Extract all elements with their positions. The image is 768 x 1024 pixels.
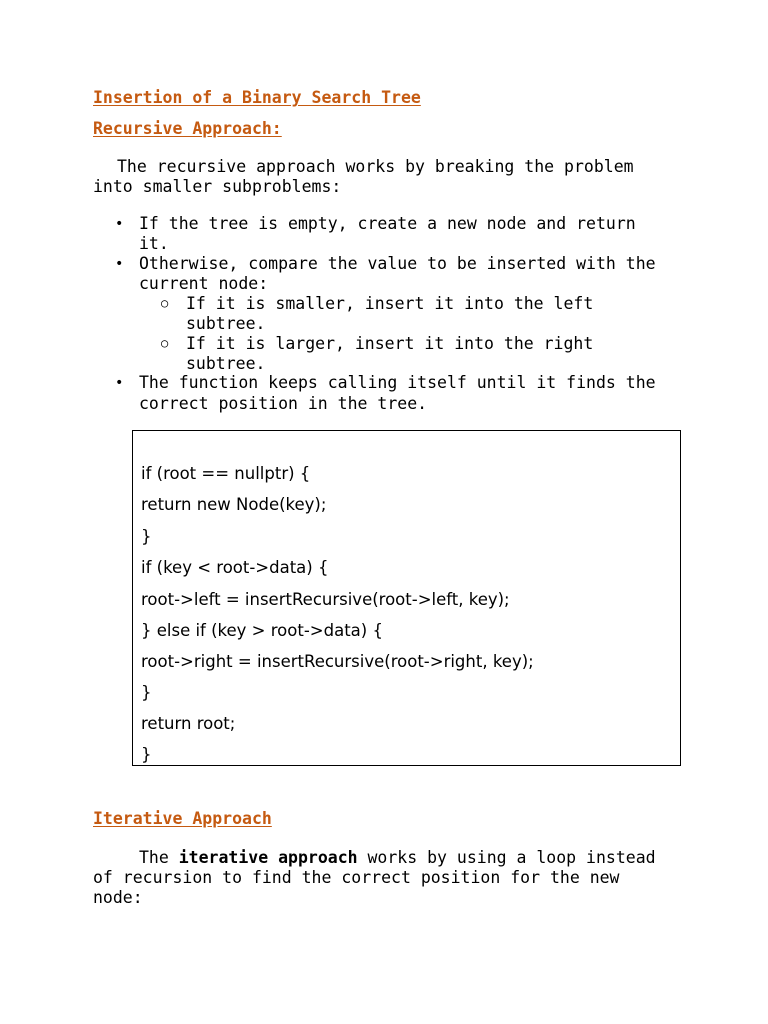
- iterative-intro-line-2: of recursion to find the correct position for the new: [93, 868, 620, 887]
- bullet-2-line-2: current node:: [139, 274, 269, 293]
- bullet-3-line-1: The function keeps calling itself until it finds the: [139, 373, 656, 392]
- sub-bullet-icon: ○: [161, 336, 169, 350]
- bullet-icon: •: [115, 256, 124, 272]
- code-line: }: [141, 527, 152, 546]
- code-line: return root;: [141, 714, 236, 733]
- iterative-intro-line-3: node:: [93, 888, 143, 907]
- bullet-3-line-2: correct position in the tree.: [139, 394, 428, 413]
- code-line: }: [141, 745, 152, 764]
- sub-bullet-1-line-1: If it is smaller, insert it into the left: [186, 294, 594, 313]
- bullet-icon: •: [115, 216, 124, 232]
- code-line: if (key < root->data) {: [141, 558, 329, 577]
- code-line: return new Node(key);: [141, 495, 327, 514]
- recursive-intro-line-2: into smaller subproblems:: [93, 177, 342, 196]
- code-line: root->left = insertRecursive(root->left, key);: [141, 590, 510, 609]
- code-block: [132, 430, 681, 766]
- sub-bullet-2-line-2: subtree.: [186, 354, 266, 373]
- iterative-intro-line-1: [139, 848, 656, 868]
- iterative-approach-heading: Iterative Approach: [93, 809, 272, 828]
- sub-bullet-icon: ○: [161, 296, 169, 310]
- recursive-intro-line-1: The recursive approach works by breaking the problem: [117, 157, 634, 176]
- iterative-intro-post: works by using a loop instead: [357, 848, 656, 867]
- bullet-2-line-1: Otherwise, compare the value to be inserted with the: [139, 254, 656, 273]
- sub-bullet-2-line-1: If it is larger, insert it into the right: [186, 334, 594, 353]
- bullet-1-line-2: it.: [139, 234, 169, 253]
- sub-bullet-1-line-2: subtree.: [186, 314, 266, 333]
- recursive-approach-heading: Recursive Approach:: [93, 119, 282, 138]
- code-line: } else if (key > root->data) {: [141, 621, 383, 640]
- code-line: if (root == nullptr) {: [141, 464, 311, 483]
- document-title: Insertion of a Binary Search Tree: [93, 88, 421, 107]
- bullet-icon: •: [115, 375, 124, 391]
- bullet-1-line-1: If the tree is empty, create a new node and return: [139, 214, 636, 233]
- code-line: }: [141, 683, 152, 702]
- iterative-intro-pre: The: [139, 848, 179, 867]
- code-line: root->right = insertRecursive(root->right, key);: [141, 652, 534, 671]
- iterative-intro-bold: iterative approach: [178, 848, 358, 867]
